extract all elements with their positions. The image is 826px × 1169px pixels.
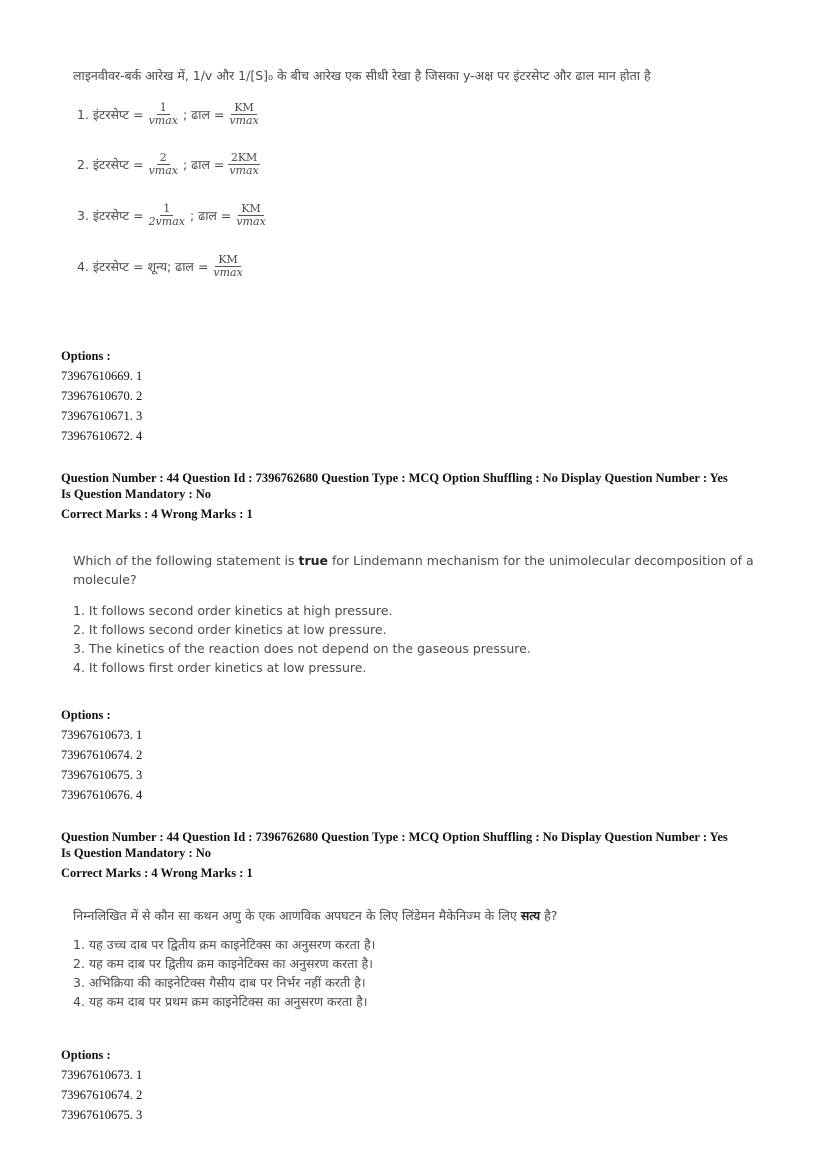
option-id: 73967610673. 1 <box>61 1068 143 1082</box>
option-id: 73967610670. 2 <box>61 389 143 403</box>
opt-label: 2. इंटरसेप्ट = <box>77 157 144 172</box>
q43-options <box>61 346 142 446</box>
meta-line: Is Question Mandatory : No <box>61 846 212 860</box>
answer-line: 3. The kinetics of the reaction does not depend on the gaseous pressure. <box>73 641 531 656</box>
fraction: $\frac{KM}{vmax}$ <box>236 202 266 228</box>
q43-opt-3 <box>77 203 271 228</box>
q44en-question <box>73 551 754 677</box>
opt-label: 4. इंटरसेप्ट = शून्य; ढाल = <box>77 259 209 274</box>
answer-line: 2. यह कम दाब पर द्वितीय क्रम काइनेटिक्स का अनुसरण करता है। <box>73 956 373 971</box>
q44hi-question <box>73 906 557 1011</box>
options-label: Options : <box>61 708 111 722</box>
q43-opt-4 <box>77 254 248 279</box>
meta-line: Question Number : 44 Question Id : 7396762680 Question Type : MCQ Option Shuffling : No Display Question Number : Yes <box>61 471 728 485</box>
q44en-options <box>61 705 142 805</box>
meta-line: Correct Marks : 4 Wrong Marks : 1 <box>61 866 253 880</box>
opt-label: 1. इंटरसेप्ट = <box>77 107 144 122</box>
q43-stem: लाइनवीवर-बर्क आरेख में, 1/v और 1/[S]₀ के बीच आरेख एक सीधी रेखा है जिसका y-अक्ष पर इंटरसेप्ट और ढाल मान होता है <box>73 68 651 83</box>
separator: ; ढाल = <box>189 208 232 223</box>
fraction: $\frac{1}{2vmax}$ <box>148 202 185 228</box>
option-id: 73967610673. 1 <box>61 728 143 742</box>
meta-line: Correct Marks : 4 Wrong Marks : 1 <box>61 507 253 521</box>
q44hi-meta <box>61 829 728 881</box>
q44hi-options <box>61 1045 142 1125</box>
option-id: 73967610672. 4 <box>61 429 143 443</box>
q43-opt-2 <box>77 152 264 177</box>
fraction: $\frac{KM}{vmax}$ <box>213 253 243 279</box>
question-stem-cont: molecule? <box>73 572 137 587</box>
question-stem: Which of the following statement is true for Lindemann mechanism for the unimolecular decomposition of a <box>73 553 754 568</box>
options-label: Options : <box>61 1048 111 1062</box>
fraction: $\frac{KM}{vmax}$ <box>229 101 259 127</box>
option-id: 73967610676. 4 <box>61 788 143 802</box>
separator: ; ढाल = <box>182 157 225 172</box>
meta-line: Question Number : 44 Question Id : 7396762680 Question Type : MCQ Option Shuffling : No Display Question Number : Yes <box>61 830 728 844</box>
meta-line: Is Question Mandatory : No <box>61 487 212 501</box>
option-id: 73967610674. 2 <box>61 748 143 762</box>
answer-line: 4. It follows first order kinetics at low pressure. <box>73 660 367 675</box>
fraction: $\frac{2}{vmax}$ <box>148 151 178 177</box>
q43-opt-1 <box>77 102 264 127</box>
answer-line: 4. यह कम दाब पर प्रथम क्रम काइनेटिक्स का अनुसरण करता है। <box>73 994 368 1009</box>
q44en-meta <box>61 470 728 522</box>
fraction: $\frac{1}{vmax}$ <box>148 101 178 127</box>
question-stem: निम्नलिखित में से कौन सा कथन अणु के एक आणविक अपघटन के लिए लिंडेमन मैकेनिज्म के लिए सत्य है? <box>73 908 558 923</box>
option-id: 73967610674. 2 <box>61 1088 143 1102</box>
answer-line: 2. It follows second order kinetics at low pressure. <box>73 622 387 637</box>
opt-label: 3. इंटरसेप्ट = <box>77 208 144 223</box>
option-id: 73967610675. 3 <box>61 768 143 782</box>
option-id: 73967610671. 3 <box>61 409 143 423</box>
fraction: $\frac{2KM}{vmax}$ <box>229 151 259 177</box>
option-id: 73967610675. 3 <box>61 1108 143 1122</box>
option-id: 73967610669. 1 <box>61 369 143 383</box>
answer-line: 3. अभिक्रिया की काइनेटिक्स गैसीय दाब पर निर्भर नहीं करती है। <box>73 975 366 990</box>
answer-line: 1. It follows second order kinetics at high pressure. <box>73 603 393 618</box>
answer-line: 1. यह उच्च दाब पर द्वितीय क्रम काइनेटिक्स का अनुसरण करता है। <box>73 937 376 952</box>
separator: ; ढाल = <box>182 107 225 122</box>
options-label: Options : <box>61 349 111 363</box>
